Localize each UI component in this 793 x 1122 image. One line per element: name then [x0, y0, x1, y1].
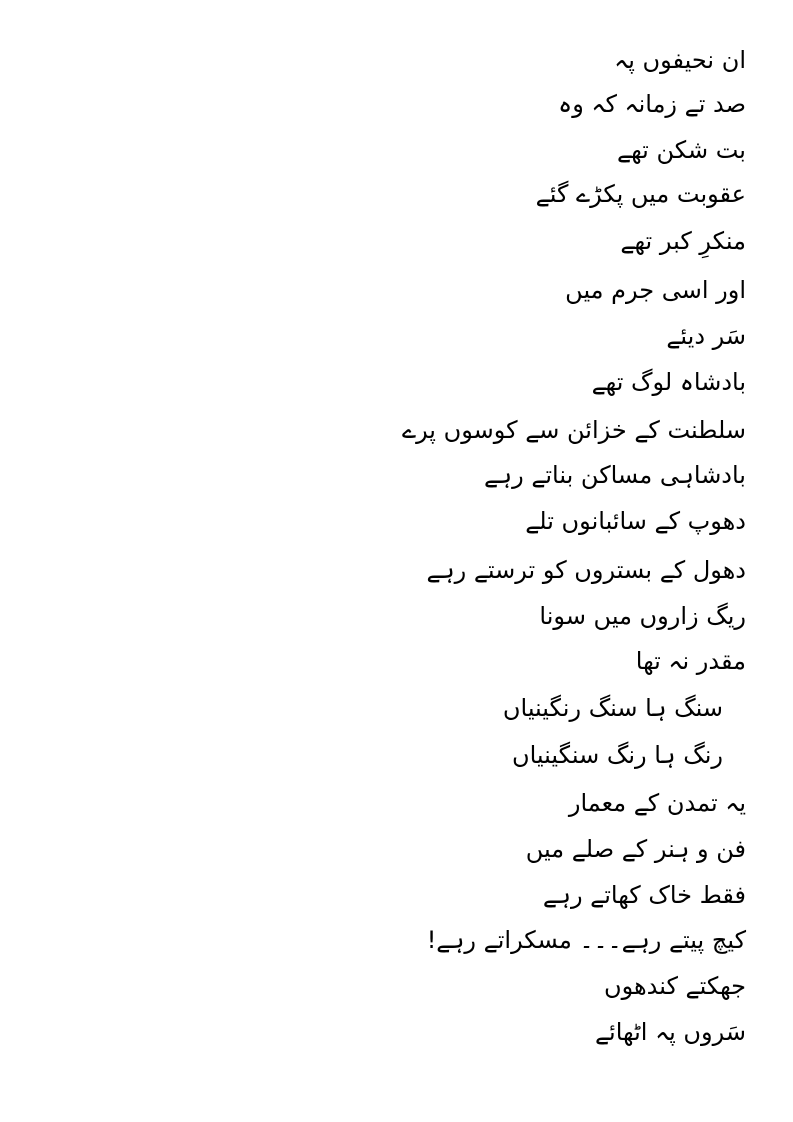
poem-line-5: منکرِ کبر تھے [620, 227, 746, 255]
poem-line-9: سلطنت کے خزائن سے کوسوں پرے [402, 416, 746, 444]
poem-line-2: صد تے زمانہ کہ وہ [558, 90, 746, 118]
poem-line-15: سنگ ہا سنگ رنگینیاں [502, 694, 723, 722]
poem-line-1: ان نحیفوں پہ [614, 46, 746, 74]
poem-line-21: جھکتے کندھوں [603, 972, 746, 1000]
poem-line-3: بت شکن تھے [617, 136, 746, 164]
poem-line-20: کیچ پیتے رہے۔۔۔ مسکراتے رہے! [426, 926, 746, 954]
poem-line-16: رنگ ہا رنگ سنگینیاں [511, 741, 723, 769]
poem-line-14: مقدر نہ تھا [635, 647, 746, 675]
poem-line-7: سَر دیئے [666, 322, 746, 350]
poem-line-19: فقط خاک کھاتے رہے [542, 881, 746, 909]
poem-line-8: بادشاہ لوگ تھے [591, 368, 746, 396]
poem-line-22: سَروں پہ اٹھائے [594, 1018, 746, 1046]
poem-line-13: ریگ زاروں میں سونا [539, 602, 746, 630]
poem-line-11: دھوپ کے سائبانوں تلے [525, 507, 746, 535]
poem-line-4: عقوبت میں پکڑے گئے [535, 180, 746, 208]
poem-line-12: دھول کے بستروں کو ترستے رہے [426, 556, 746, 584]
poem-line-10: بادشاہی مساکن بناتے رہے [483, 461, 746, 489]
poem-line-17: یہ تمدن کے معمار [568, 789, 746, 817]
poem-line-18: فن و ہنر کے صلے میں [525, 835, 746, 863]
poem-line-6: اور اسی جرم میں [565, 276, 746, 304]
